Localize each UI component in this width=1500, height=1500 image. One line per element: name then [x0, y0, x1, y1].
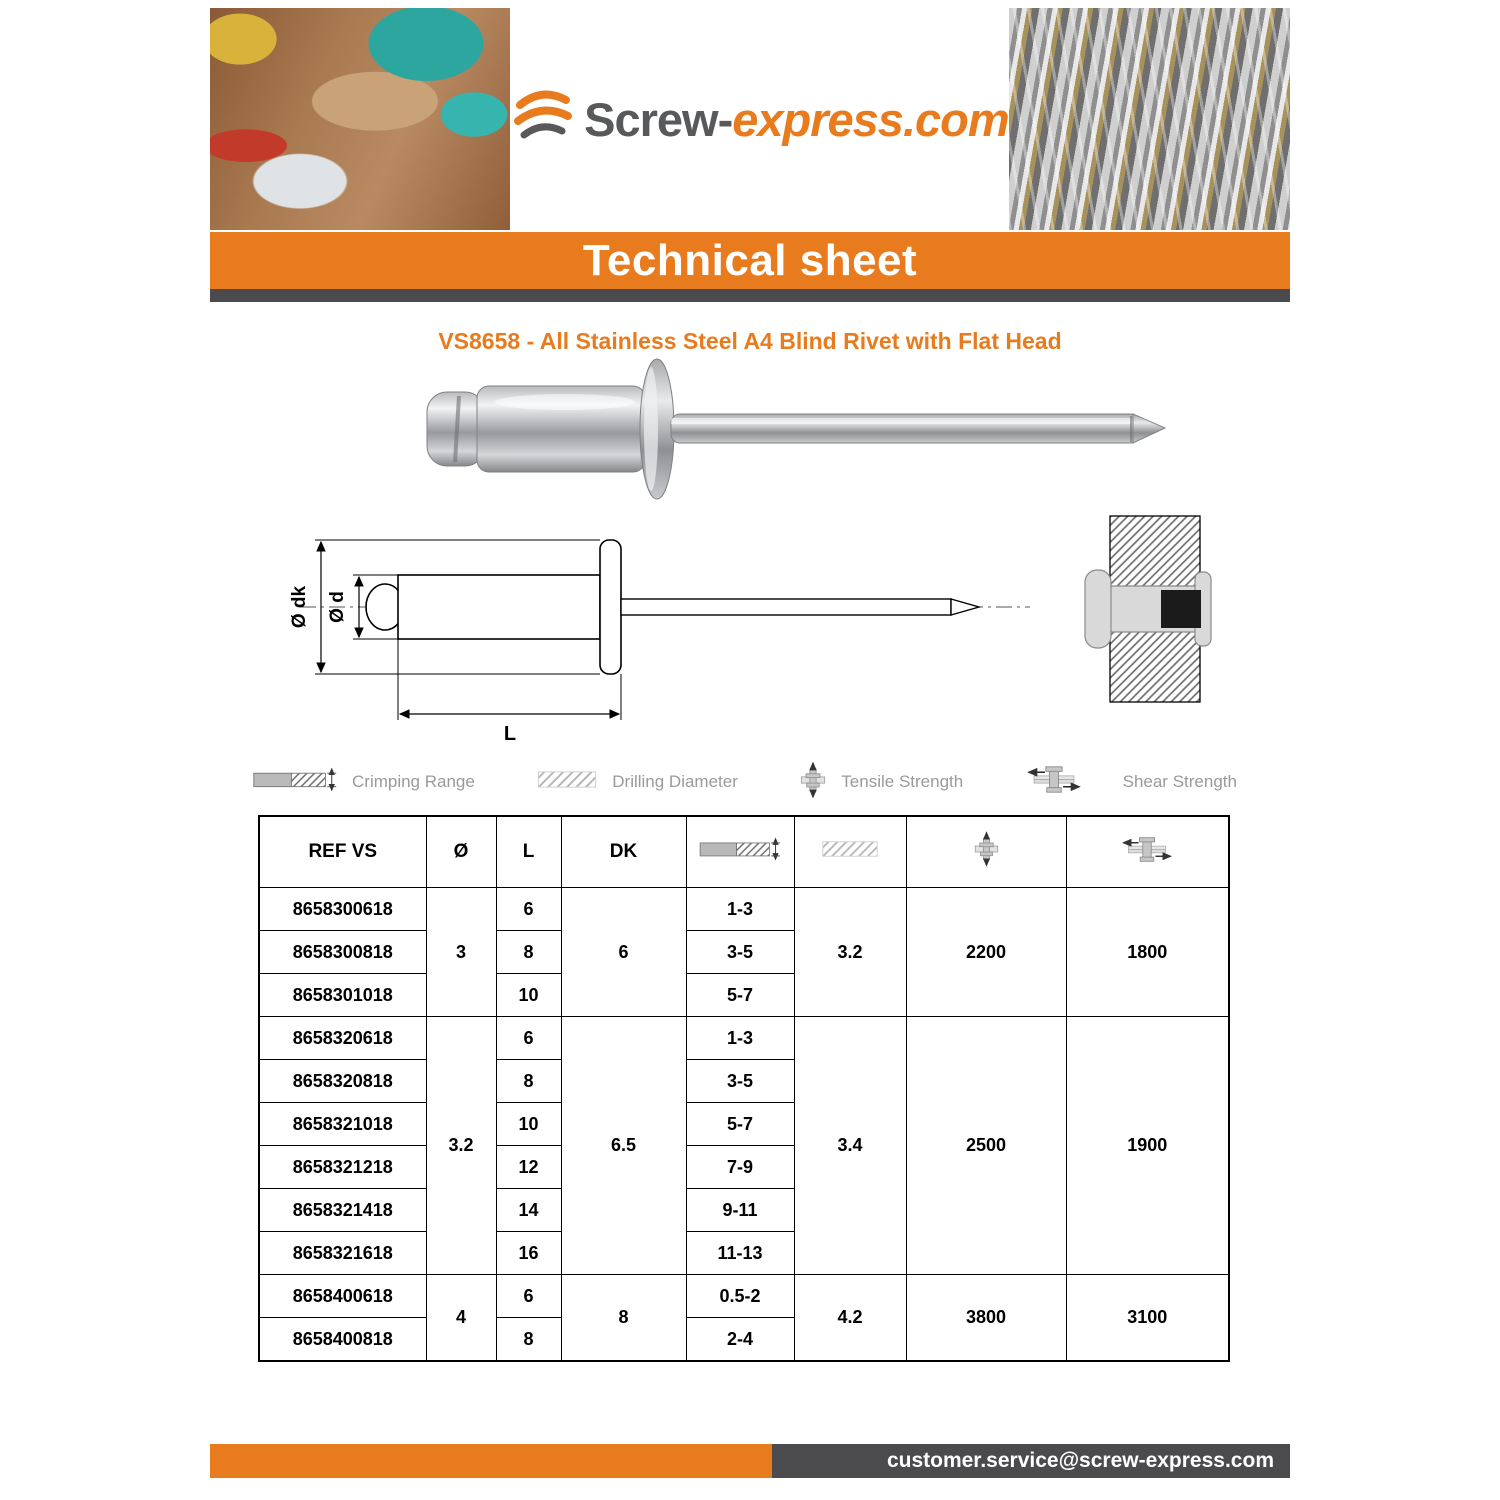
header	[210, 8, 1290, 230]
crimping-range-icon	[686, 816, 794, 888]
legend	[252, 760, 1237, 804]
cell-crimping-range: 9-11	[686, 1189, 794, 1232]
cell-crimping-range: 2-4	[686, 1318, 794, 1362]
rivet-photo	[415, 358, 1170, 528]
cell-ref: 8658321218	[259, 1146, 426, 1189]
cell-drilling-diameter: 4.2	[794, 1275, 906, 1362]
legend-item-tensile-strength	[799, 761, 963, 804]
cell-crimping-range: 7-9	[686, 1146, 794, 1189]
footer-orange-bar	[210, 1444, 772, 1478]
cell-length: 16	[496, 1232, 561, 1275]
banner-title: Technical sheet	[582, 235, 918, 285]
cell-shear-strength: 1900	[1066, 1017, 1229, 1275]
cell-length: 10	[496, 974, 561, 1017]
cell-diameter: 3.2	[426, 1017, 496, 1275]
dim-l-label: L	[503, 723, 517, 745]
cell-drilling-diameter: 3.2	[794, 888, 906, 1017]
technical-drawing	[265, 512, 1225, 752]
legend-item-crimping-range	[252, 766, 475, 798]
legend-label: Crimping Range	[352, 772, 475, 791]
legend-label: Tensile Strength	[841, 772, 964, 791]
cell-tensile-strength: 2200	[906, 888, 1066, 1017]
cell-length: 8	[496, 1060, 561, 1103]
cell-length: 10	[496, 1103, 561, 1146]
header-length: L	[496, 816, 561, 888]
cell-crimping-range: 5-7	[686, 974, 794, 1017]
footer-email: customer.service@screw-express.com	[886, 1449, 1274, 1472]
cell-dk: 6.5	[561, 1017, 686, 1275]
cell-ref: 8658301018	[259, 974, 426, 1017]
banner-underbar	[210, 289, 1290, 302]
tensile-strength-icon	[906, 816, 1066, 888]
cell-length: 14	[496, 1189, 561, 1232]
cell-crimping-range: 3-5	[686, 931, 794, 974]
header-diameter: Ø	[426, 816, 496, 888]
table-row	[259, 888, 1229, 931]
cell-crimping-range: 0.5-2	[686, 1275, 794, 1318]
cell-diameter: 4	[426, 1275, 496, 1362]
legend-item-drilling-diameter	[536, 769, 738, 795]
brand-name	[584, 92, 1009, 147]
cell-crimping-range: 1-3	[686, 888, 794, 931]
cell-ref: 8658300618	[259, 888, 426, 931]
product-title: VS8658 - All Stainless Steel A4 Blind Rivet with Flat Head	[438, 328, 1062, 354]
cell-ref: 8658400818	[259, 1318, 426, 1362]
swoosh-logo-icon	[510, 87, 574, 152]
header-ref: REF VS	[259, 816, 426, 888]
legend-item-shear-strength	[1025, 765, 1237, 799]
table-header-row	[259, 816, 1229, 888]
brand-logo	[510, 8, 1009, 230]
legend-label: Shear Strength	[1122, 772, 1237, 791]
shear-strength-icon	[1066, 816, 1229, 888]
table-row	[259, 1275, 1229, 1318]
brand-name-prefix: Screw-	[584, 92, 733, 146]
cell-dk: 8	[561, 1275, 686, 1362]
drilling-diameter-icon	[536, 769, 598, 795]
dim-dk-label: Ø dk	[289, 585, 310, 629]
cell-ref: 8658400618	[259, 1275, 426, 1318]
cell-tensile-strength: 3800	[906, 1275, 1066, 1362]
dim-d-label: Ø d	[327, 591, 348, 623]
tensile-strength-icon	[799, 761, 827, 804]
table-row	[259, 1017, 1229, 1060]
cell-ref: 8658300818	[259, 931, 426, 974]
banner	[210, 232, 1290, 289]
cell-length: 12	[496, 1146, 561, 1189]
spec-table	[258, 815, 1230, 1362]
cell-shear-strength: 1800	[1066, 888, 1229, 1017]
cell-ref: 8658320618	[259, 1017, 426, 1060]
cell-length: 8	[496, 1318, 561, 1362]
cell-ref: 8658321618	[259, 1232, 426, 1275]
installed-section-view	[1085, 516, 1211, 702]
shear-strength-icon	[1025, 765, 1083, 799]
cell-length: 8	[496, 931, 561, 974]
workbench-photo	[210, 8, 510, 230]
screws-photo	[1009, 8, 1290, 230]
cell-length: 6	[496, 1017, 561, 1060]
cell-length: 6	[496, 1275, 561, 1318]
cell-crimping-range: 3-5	[686, 1060, 794, 1103]
cell-crimping-range: 1-3	[686, 1017, 794, 1060]
cell-crimping-range: 11-13	[686, 1232, 794, 1275]
brand-name-suffix: express.com	[732, 92, 1009, 146]
cell-ref: 8658320818	[259, 1060, 426, 1103]
spec-table-body	[259, 888, 1229, 1362]
legend-label: Drilling Diameter	[612, 772, 738, 791]
cell-tensile-strength: 2500	[906, 1017, 1066, 1275]
header-dk: DK	[561, 816, 686, 888]
footer	[210, 1444, 1290, 1478]
cell-diameter: 3	[426, 888, 496, 1017]
cell-ref: 8658321418	[259, 1189, 426, 1232]
crimping-range-icon	[252, 766, 338, 798]
drilling-diameter-icon	[794, 816, 906, 888]
footer-dark-bar	[772, 1444, 1290, 1478]
cell-ref: 8658321018	[259, 1103, 426, 1146]
cell-dk: 6	[561, 888, 686, 1017]
cell-shear-strength: 3100	[1066, 1275, 1229, 1362]
cell-crimping-range: 5-7	[686, 1103, 794, 1146]
cell-length: 6	[496, 888, 561, 931]
cell-drilling-diameter: 3.4	[794, 1017, 906, 1275]
